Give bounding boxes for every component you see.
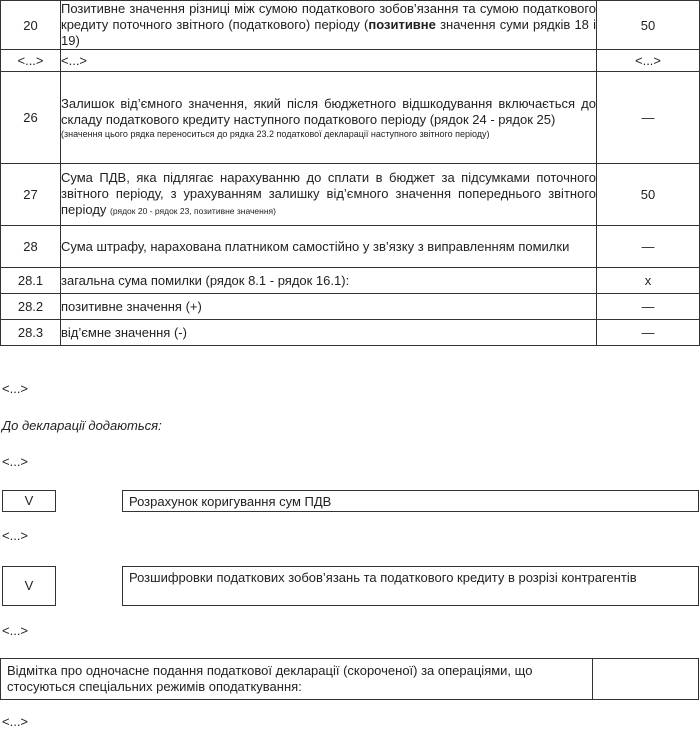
- row-number: 28.2: [1, 294, 61, 320]
- declaration-table: [0, 0, 700, 346]
- row-number: 27: [1, 164, 61, 226]
- simplified-note: Відмітка про одночасне подання податкової декларації (скороченої) за операціями, що стосуються спеціальних режимів оподаткування:: [0, 658, 593, 700]
- appendix-item: Розшифровки податкових зобов’язань та податкового кредиту в розрізі контрагентів: [122, 566, 699, 606]
- table-row: [1, 226, 700, 268]
- row-text: Сума ПДВ, яка підлягає нарахуванню до сплати в бюджет за підсумками поточного звітного періоду, з урахуванням залишку від’ємного значення попереднього звітного періоду (рядок 20 - рядок 23, позитивне значення): [61, 164, 597, 226]
- row-value: <...>: [597, 50, 700, 72]
- table-row: [1, 1, 700, 50]
- appendix-title: До декларації додаються:: [2, 418, 162, 433]
- row-text: загальна сума помилки (рядок 8.1 - рядок 16.1):: [61, 268, 597, 294]
- row-number: 20: [1, 1, 61, 50]
- row-number: 28: [1, 226, 61, 268]
- row-number: <...>: [1, 50, 61, 72]
- row-value: x: [597, 268, 700, 294]
- table-row: [1, 164, 700, 226]
- row-note: (значення цього рядка переноситься до рядка 23.2 податкової декларації наступного звітного періоду): [61, 128, 490, 139]
- row-number: 26: [1, 72, 61, 164]
- row-number: 28.1: [1, 268, 61, 294]
- row-value: —: [597, 72, 700, 164]
- row-number: 28.3: [1, 320, 61, 346]
- simplified-note-field[interactable]: [592, 658, 699, 700]
- appendix-checkbox[interactable]: V: [2, 490, 56, 512]
- row-value: —: [597, 294, 700, 320]
- row-value: —: [597, 226, 700, 268]
- ellipsis: <...>: [2, 454, 29, 469]
- ellipsis: <...>: [2, 623, 29, 638]
- table-row: [1, 268, 700, 294]
- row-text: <...>: [61, 50, 597, 72]
- row-text: від’ємне значення (-): [61, 320, 597, 346]
- table-row: [1, 50, 700, 72]
- row-text: Залишок від’ємного значення, який після бюджетного відшкодування включається до складу податкового кредиту наступного податкового періоду (рядок 24 - рядок 25) (значення цього рядка переноситься до рядка 23.2 податкової декларації наступного звітного періоду): [61, 72, 597, 164]
- appendix-checkbox[interactable]: V: [2, 566, 56, 606]
- row-text: позитивне значення (+): [61, 294, 597, 320]
- row-text: Позитивне значення різниці між сумою податкового зобов’язання та сумою податкового кредиту поточного звітного (податкового) періоду (позитивне значення суми рядків 18 і 19): [61, 1, 597, 48]
- table-row: [1, 294, 700, 320]
- row-value: 50: [597, 164, 700, 226]
- row-value: 50: [597, 1, 700, 50]
- row-note: (рядок 20 - рядок 23, позитивне значення): [110, 206, 276, 216]
- ellipsis: <...>: [2, 381, 29, 396]
- ellipsis: <...>: [2, 528, 29, 543]
- table-row: [1, 72, 700, 164]
- row-text: Сума штрафу, нарахована платником самостійно у зв’язку з виправленням помилки: [61, 226, 597, 268]
- appendix-item: Розрахунок коригування сум ПДВ: [122, 490, 699, 512]
- ellipsis: <...>: [2, 714, 29, 729]
- row-value: —: [597, 320, 700, 346]
- table-row: [1, 320, 700, 346]
